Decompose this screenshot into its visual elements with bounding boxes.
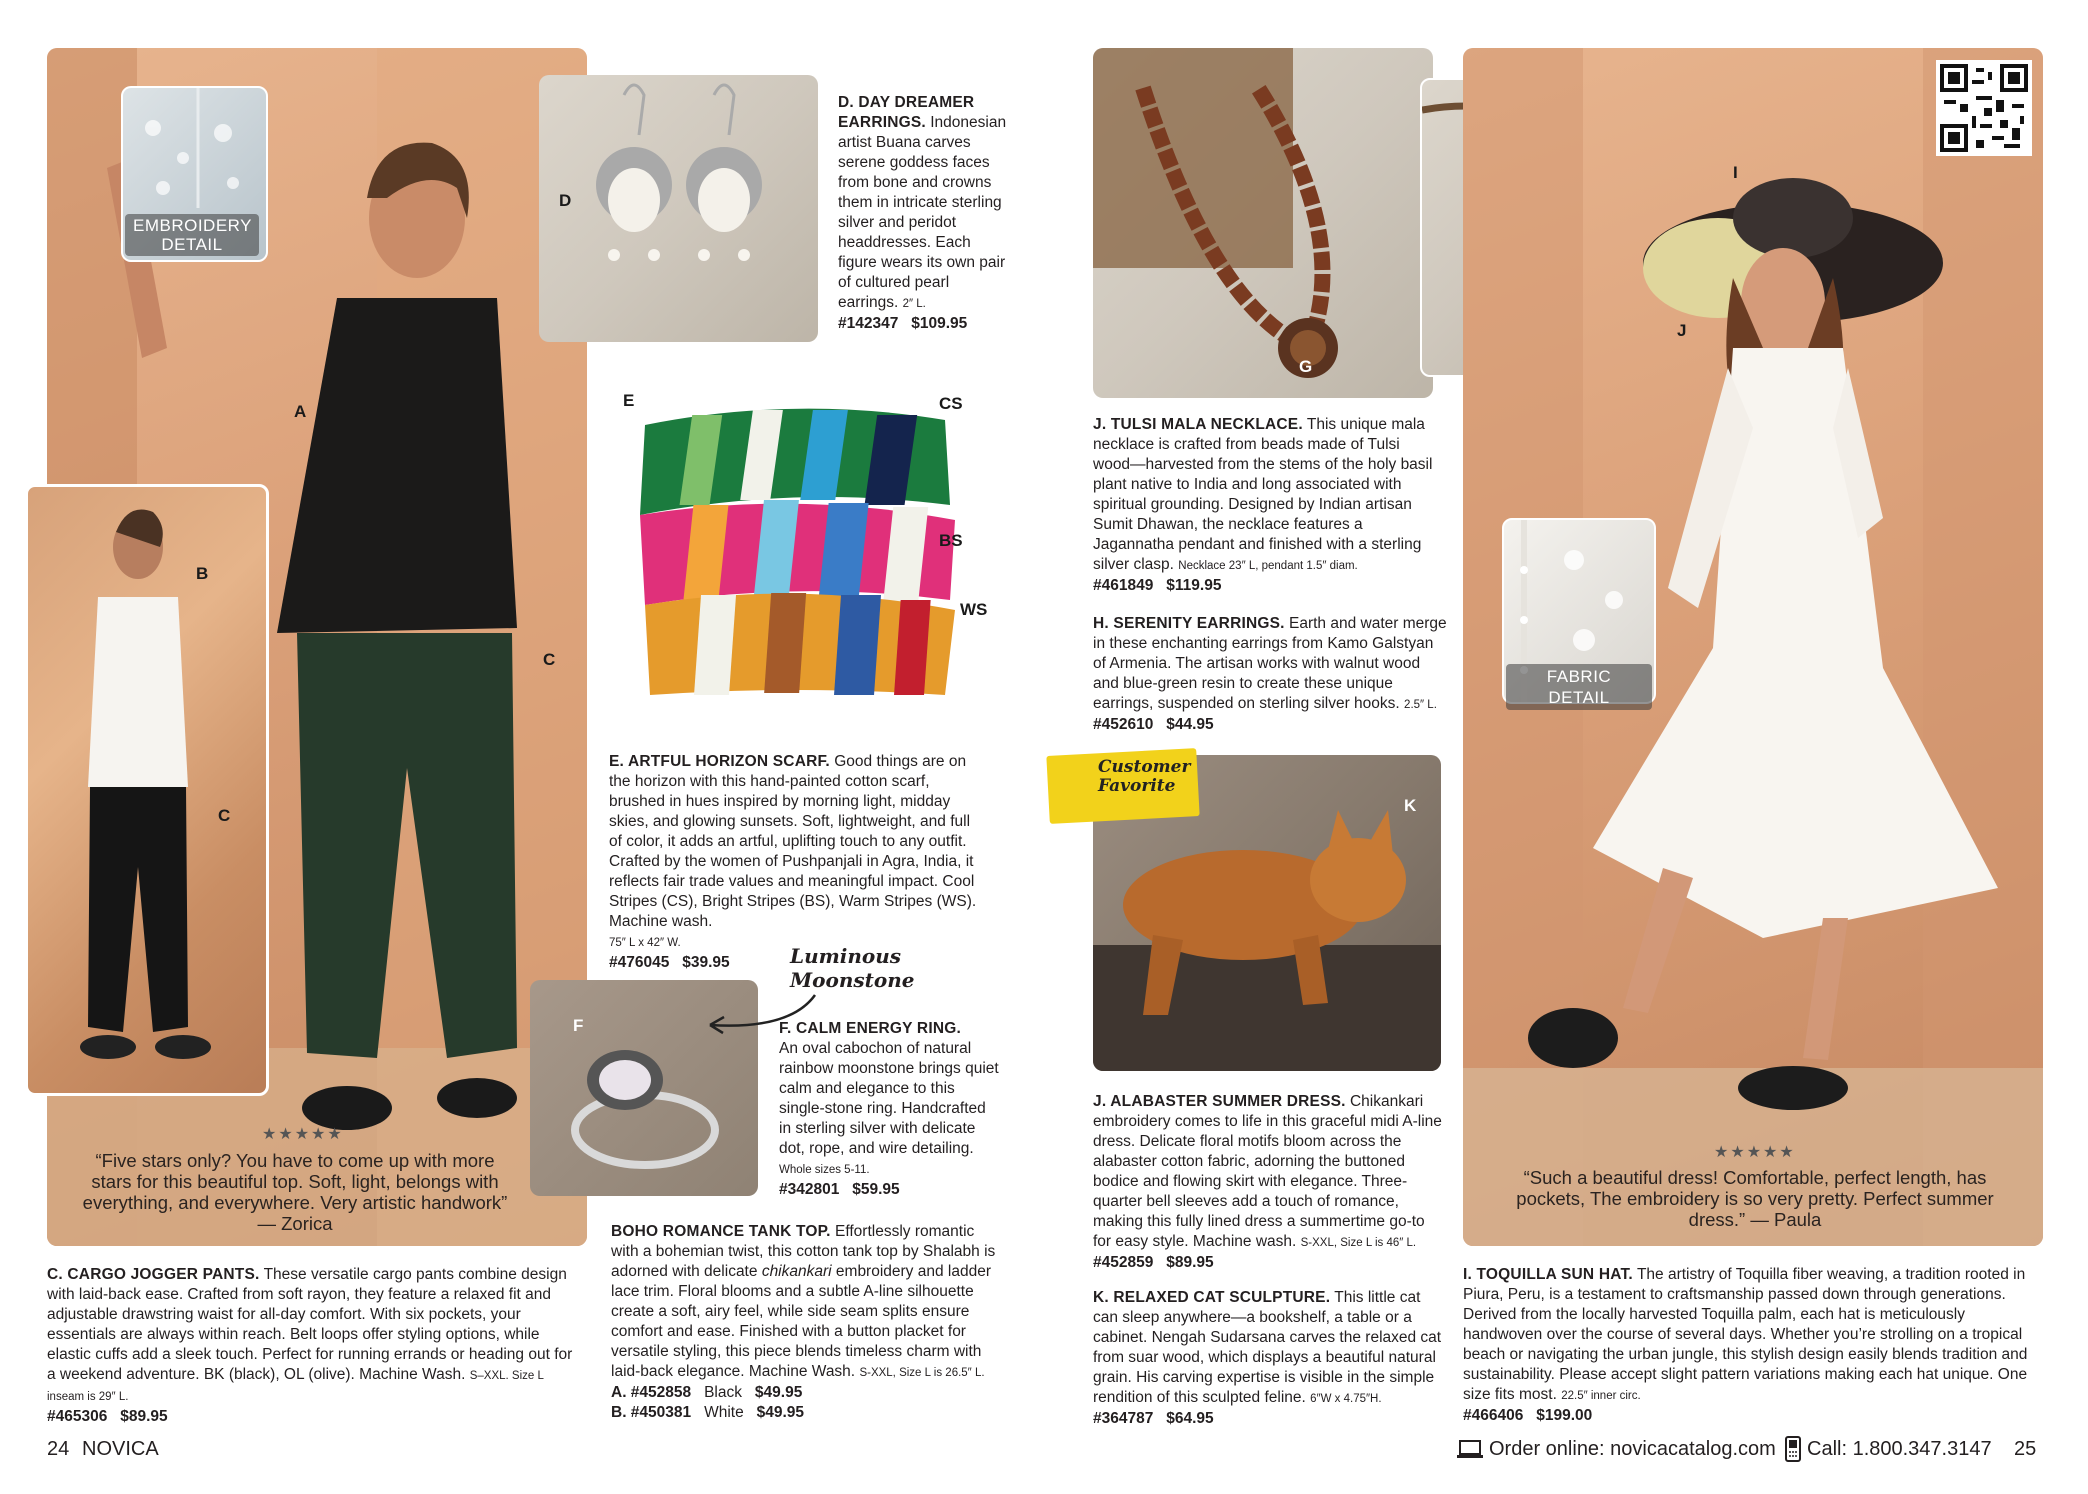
hat-i-size: 22.5″ inner circ.	[1561, 1390, 1641, 1402]
cat-k-title: K. RELAXED CAT SCULPTURE.	[1093, 1289, 1331, 1306]
letter-c-inset: C	[218, 806, 231, 825]
pants-c-sku: #465306	[47, 1408, 108, 1425]
tank-variant-a-price: $49.95	[754, 1384, 803, 1401]
scarf-e-title: E. ARTFUL HORIZON SCARF.	[609, 753, 830, 770]
page-number-left: 24	[47, 1438, 70, 1460]
letter-d: D	[559, 191, 572, 210]
call-phone-link[interactable]: Call: 1.800.347.3147	[1807, 1438, 1992, 1460]
cat-k-body: This little cat can sleep anywhere—a bookshelf, a table or a cabinet. Nengah Sudarsana carves the relaxed cat from suar wood, which displays a beautiful natural grain. His carving expertise is visible in the simple rendition of this sculpted feline.	[1093, 1289, 1442, 1406]
necklace-j-description	[1093, 415, 1433, 596]
scarf-e-price: $39.95	[682, 954, 730, 971]
tank-size: S-XXL, Size L is 26.5″ L.	[859, 1367, 985, 1379]
fabric-detail-label: FABRIC DETAIL	[1506, 664, 1652, 710]
cat-k-price: $64.95	[1166, 1410, 1214, 1427]
tank-variant-b-label: B. #450381	[611, 1404, 692, 1421]
letter-g: G	[1299, 357, 1313, 376]
earrings-d-size: 2″ L.	[902, 298, 926, 310]
tank-variant-b-price: $49.95	[756, 1404, 805, 1421]
earrings-d-price: $109.95	[911, 315, 968, 332]
customer-favorite-label: Customer Favorite	[1098, 757, 1191, 796]
earrings-d-body: Indonesian artist Buana carves serene goddess faces from bone and crowns them in intricate sterling silver and peridot headdresses. Each figure wears its own pair of cultured pearl earrings.	[838, 114, 1007, 311]
necklace-j-size: Necklace 23″ L, pendant 1.5″ diam.	[1178, 560, 1358, 572]
letter-i: I	[1733, 163, 1738, 182]
pants-c-title: C. CARGO JOGGER PANTS.	[47, 1266, 260, 1283]
necklace-j-sku: #461849	[1093, 577, 1154, 594]
earrings-d-description	[838, 93, 1010, 334]
tank-variant-b-color: White	[704, 1404, 744, 1421]
pants-c-body: These versatile cargo pants combine design with laid-back ease. Crafted from soft rayon, they feature a relaxed fit and adjustable drawstring waist for all-day comfort. With six pockets, your essentials are always within reach. Belt loops offer styling options, while elastic cuffs add a sleek touch. Perfect for running errands or heading out for a weekend adventure. BK (black), OL (olive). Machine Wash.	[47, 1266, 573, 1383]
earrings-h-sku: #452610	[1093, 716, 1154, 733]
pants-c-price: $89.95	[120, 1408, 168, 1425]
letter-j: J	[1677, 321, 1687, 340]
scarf-e-description	[609, 752, 987, 973]
hat-i-description	[1463, 1265, 2039, 1426]
laptop-icon	[1456, 1439, 1484, 1461]
scarf-code-ws: WS	[960, 600, 988, 619]
earrings-h-title: H. SERENITY EARRINGS.	[1093, 615, 1285, 632]
scarf-e-sku: #476045	[609, 954, 670, 971]
pants-c-size: S–XXL. Size L inseam is 29″ L.	[47, 1370, 544, 1403]
order-online-link[interactable]: Order online: novicacatalog.com	[1489, 1438, 1776, 1460]
necklace-g-photo	[1093, 48, 1433, 398]
cat-k-sku: #364787	[1093, 1410, 1154, 1427]
tank-variant-a-color: Black	[704, 1384, 742, 1401]
necklace-j-body: This unique mala necklace is crafted from beads made of Tulsi wood—harvested from the stems of the holy basil plant native to India and long associated with spiritual grounding. Designed by Indian artisan Sumit Dhawan, the necklace features a Jagannatha pendant and finished with a sterling silver clasp.	[1093, 416, 1433, 573]
dress-j-body: Chikankari embroidery comes to life in this graceful midi A-line dress. Delicate floral motifs bloom across the alabaster cotton fabric, adorning the buttoned bodice and flowing skirt with elegance. Three-quarter bell sleeves add a touch of romance, making this fully lined dress a summertime go-to for easy style. Machine wash.	[1093, 1093, 1442, 1250]
ring-f-title: F. CALM ENERGY RING.	[779, 1020, 961, 1037]
ring-f-body: An oval cabochon of natural rainbow moonstone brings quiet calm and elegance to this single-stone ring. Handcrafted in sterling silver with delicate dot, rope, and wire detailing.	[779, 1040, 999, 1157]
letter-b: B	[196, 564, 209, 583]
review-quote-left: “Five stars only? You have to come up with more stars for this beautiful top. Soft, light, belongs with everything, and everywhere. Very artistic handwork” — Zorica	[82, 1150, 508, 1234]
earrings-h-price: $44.95	[1166, 716, 1214, 733]
review-quote-right: “Such a beautiful dress! Comfortable, perfect length, has pockets, The embroidery is so very pretty. Perfect summer dress.” — Paula	[1516, 1167, 1994, 1230]
ring-f-sku: #342801	[779, 1181, 840, 1198]
earrings-h-body: Earth and water merge in these enchanting earrings from Kamo Galstyan of Armenia. The artisan works with walnut wood and blue-green resin to create these unique earrings, suspended on sterling silver hooks.	[1093, 615, 1447, 712]
hat-i-sku: #466406	[1463, 1407, 1524, 1424]
qr-code[interactable]	[1936, 60, 2032, 156]
earrings-h-description	[1093, 614, 1447, 735]
letter-a: A	[294, 402, 307, 421]
dress-j-price: $89.95	[1166, 1254, 1214, 1271]
letter-f: F	[573, 1016, 584, 1035]
scarf-e-photo	[625, 395, 965, 715]
ring-f-size: Whole sizes 5-11.	[779, 1164, 870, 1176]
necklace-j-title: J. TULSI MALA NECKLACE.	[1093, 416, 1303, 433]
tank-description	[611, 1222, 997, 1423]
earrings-h-size: 2.5″ L.	[1404, 699, 1437, 711]
dress-j-title: J. ALABASTER SUMMER DRESS.	[1093, 1093, 1346, 1110]
cat-k-description	[1093, 1288, 1443, 1429]
earrings-d-photo	[539, 75, 818, 342]
letter-c-main: C	[543, 650, 556, 669]
model-photo-white-tank	[25, 484, 269, 1096]
review-stars-left: ★★★★★	[262, 1126, 344, 1143]
page-number-right: 25	[2014, 1438, 2037, 1460]
tank-title: BOHO ROMANCE TANK TOP.	[611, 1223, 831, 1240]
earrings-d-sku: #142347	[838, 315, 899, 332]
necklace-j-price: $119.95	[1166, 577, 1222, 594]
dress-j-sku: #452859	[1093, 1254, 1154, 1271]
tank-variant-a-label: A. #452858	[611, 1384, 692, 1401]
scarf-e-body: Good things are on the horizon with this hand-painted cotton scarf, brushed in hues inspired by morning light, midday skies, and glowing sunsets. Soft, lightweight, and full of color, it adds an artful, uplifting touch to any outfit. Crafted by the women of Pushpanjali in Agra, India, it reflects fair trade values and meaningful impact. Cool Stripes (CS), Bright Stripes (BS), Warm Stripes (WS). Machine wash.	[609, 753, 977, 930]
scarf-code-cs: CS	[939, 394, 963, 413]
pants-c-description	[47, 1265, 577, 1427]
scarf-e-size: 75″ L x 42″ W.	[609, 937, 681, 949]
letter-e: E	[623, 391, 635, 410]
tank-body-em: chikankari	[761, 1263, 832, 1280]
ring-f-description	[779, 1019, 999, 1200]
phone-icon	[1784, 1436, 1802, 1462]
dress-j-size: S-XXL, Size L is 46″ L.	[1300, 1237, 1417, 1249]
ring-f-price: $59.95	[852, 1181, 900, 1198]
cat-k-size: 6″W x 4.75″H.	[1310, 1393, 1382, 1405]
earrings-d-title: D. DAY DREAMER EARRINGS.	[838, 94, 975, 131]
hat-i-price: $199.00	[1536, 1407, 1593, 1424]
hat-i-title: I. TOQUILLA SUN HAT.	[1463, 1266, 1633, 1283]
embroidery-detail-label: EMBROIDERY DETAIL	[125, 214, 259, 256]
letter-k: K	[1404, 796, 1417, 815]
hat-i-body: The artistry of Toquilla fiber weaving, a tradition rooted in Piura, Peru, is a testament to craftsmanship passed down through generations. Derived from the locally harvested Toquilla palm, each hat is meticulously handwoven over the course of several days. Whether you’re strolling on a tropical beach or navigating the urban jungle, this stylish design easily blends tradition and sustainability. Please accept slight pattern variations making each hat unique. One size fits most.	[1463, 1266, 2028, 1403]
brand-name: NOVICA	[82, 1438, 159, 1460]
moonstone-callout: Luminous Moonstone	[790, 944, 915, 992]
tank-body-1: Effortlessly romantic with a bohemian twist, this cotton tank top by Shalabh is adorned with delicate	[611, 1223, 996, 1280]
tank-body-2: embroidery and ladder lace trim. Floral blooms and a subtle A-line silhouette create a soft, airy feel, while side seam splits ensure comfort and ease. Finished with a button placket for versatile styling, this piece blends timeless charm with laid-back elegance. Machine Wash.	[611, 1263, 991, 1380]
dress-j-description	[1093, 1092, 1443, 1273]
scarf-code-bs: BS	[939, 531, 963, 550]
review-stars-right: ★★★★★	[1714, 1144, 1796, 1161]
